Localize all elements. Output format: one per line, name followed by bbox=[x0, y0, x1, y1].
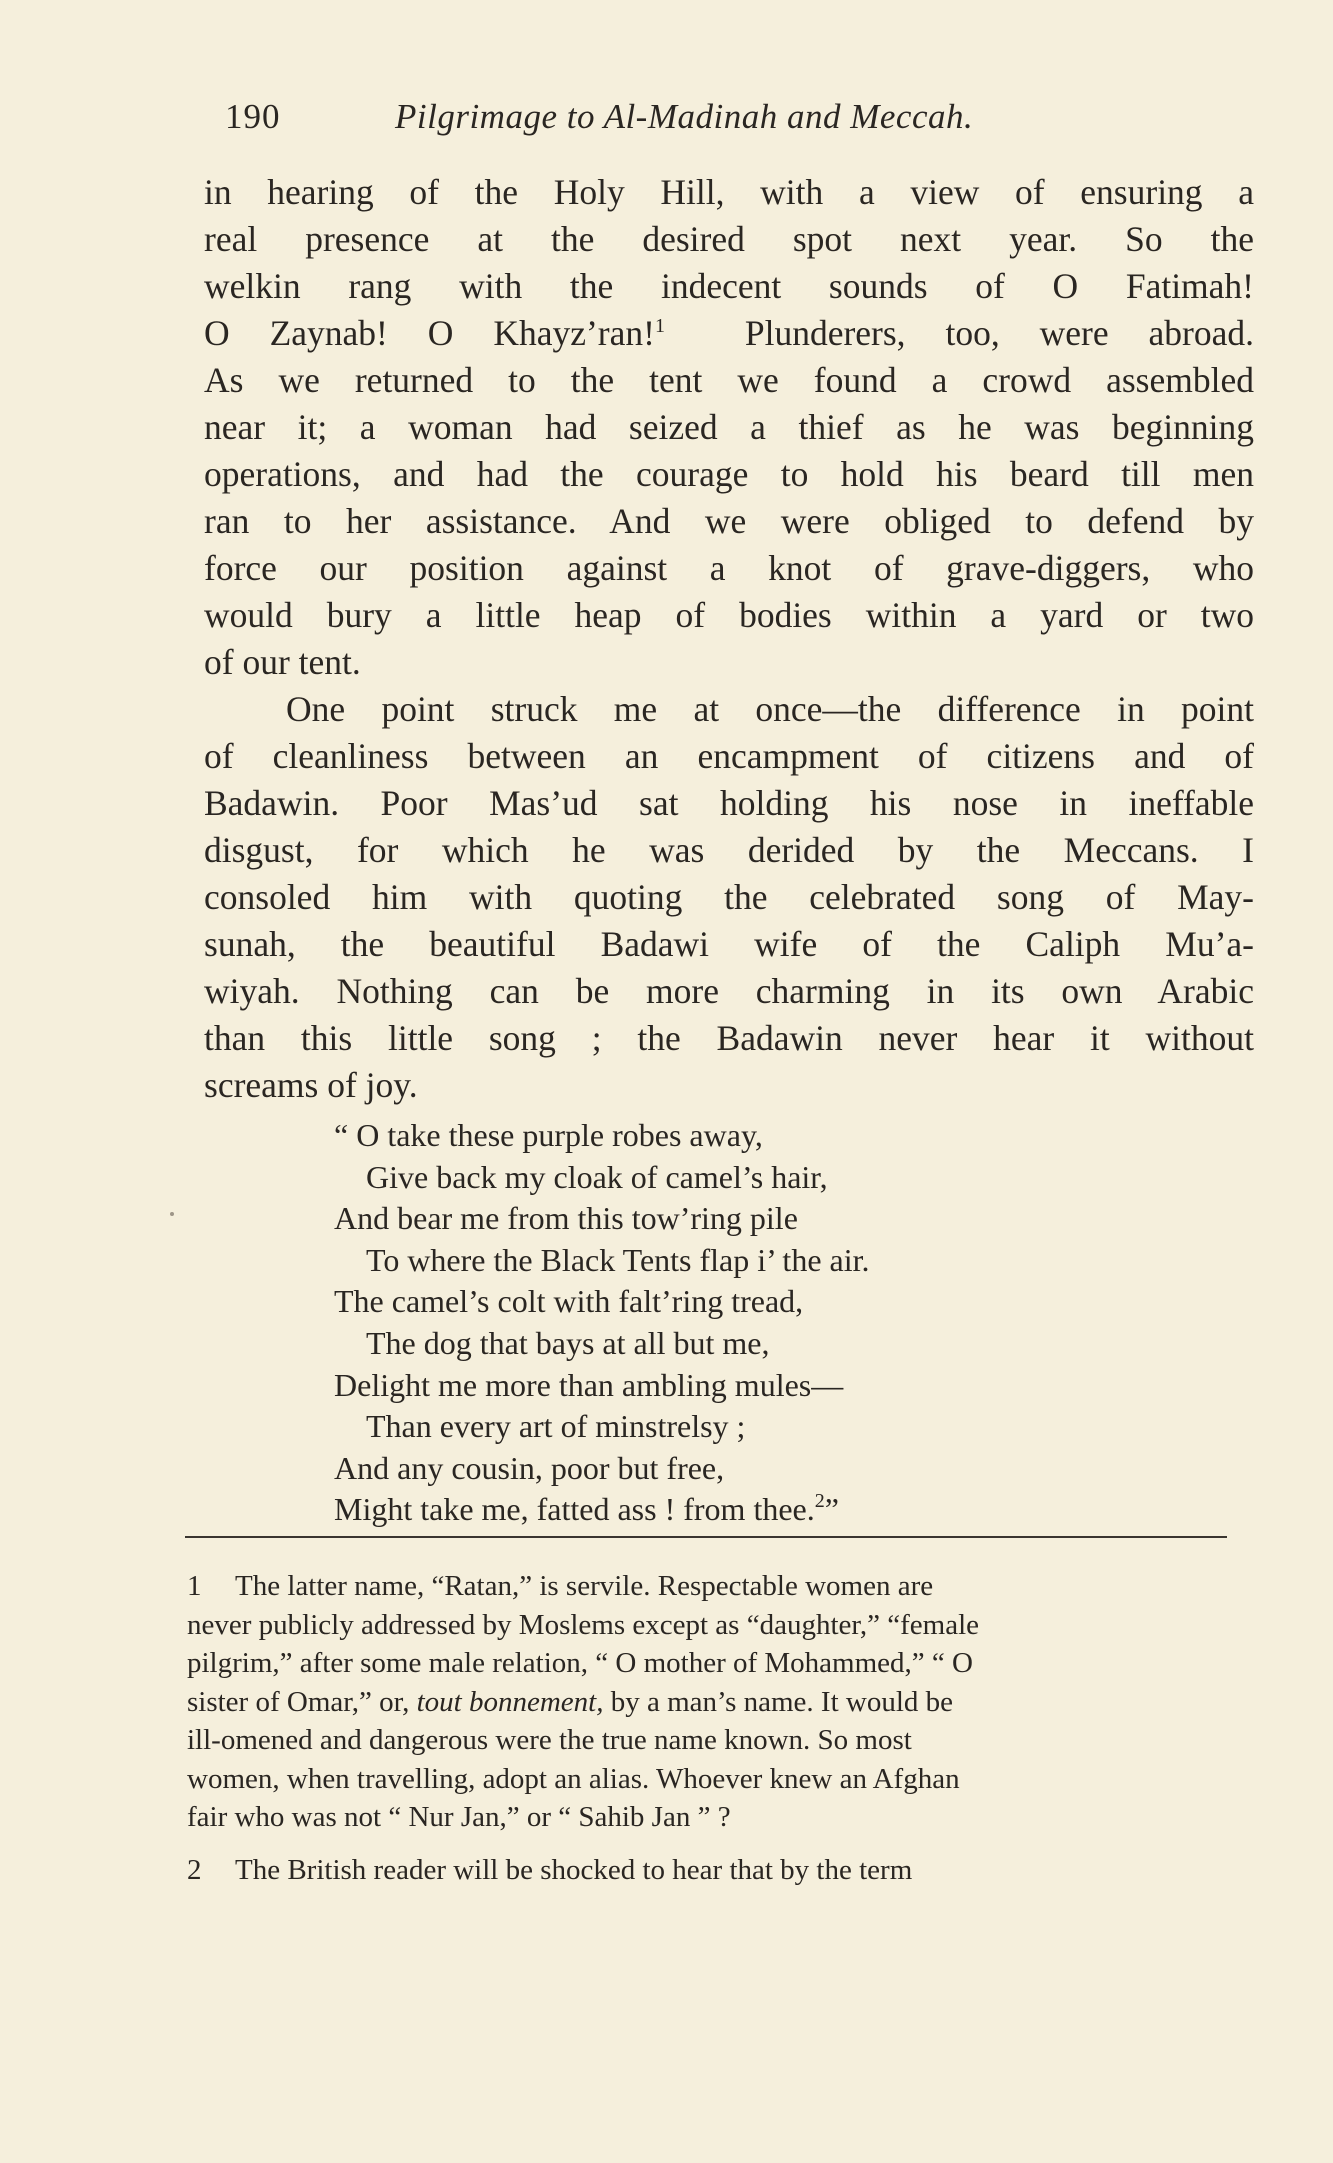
page-header bbox=[225, 92, 1085, 142]
poem-quotation bbox=[334, 1115, 1094, 1531]
text-fragment: Plunderers, too, were abroad. bbox=[744, 313, 1255, 353]
text-line: One point struck me at once—the difference in point bbox=[286, 689, 1254, 729]
text-line: than this little song ; the Badawin never hear it without bbox=[204, 1018, 1254, 1058]
text-line: As we returned to the tent we found a crowd assembled bbox=[204, 360, 1254, 400]
poem-line: To where the Black Tents flap i’ the air. bbox=[366, 1241, 870, 1278]
text-line: disgust, for which he was derided by the Meccans. I bbox=[204, 830, 1254, 870]
italic-phrase: tout bonnement, bbox=[416, 1685, 604, 1718]
poem-line: “ O take these purple robes away, bbox=[334, 1117, 763, 1153]
poem-line bbox=[334, 1489, 1094, 1531]
text-line: ran to her assistance. And we were obliged to defend by bbox=[204, 501, 1254, 541]
text-line: welkin rang with the indecent sounds of O Fatimah! bbox=[204, 266, 1254, 306]
poem-line: Delight me more than ambling mules— bbox=[334, 1366, 844, 1403]
footnote-line bbox=[187, 1567, 1225, 1606]
poem-line: And bear me from this tow’ring pile bbox=[334, 1200, 798, 1237]
page-speck bbox=[170, 1212, 174, 1216]
footnote-line: fair who was not “ Nur Jan,” or “ Sahib Jan ” ? bbox=[187, 1801, 731, 1833]
text-line: operations, and had the courage to hold his beard till men bbox=[204, 454, 1254, 494]
footnote-divider bbox=[185, 1536, 1227, 1538]
text-line: sunah, the beautiful Badawi wife of the Caliph Mu’a- bbox=[204, 924, 1254, 964]
closing-quote: ” bbox=[824, 1491, 839, 1528]
text-fragment: sister of Omar,” or, bbox=[187, 1685, 417, 1718]
footnote-line bbox=[187, 1683, 1225, 1722]
text-fragment: Might take me, fatted ass ! from thee. bbox=[334, 1491, 815, 1528]
footnote-line: women, when travelling, adopt an alias. Whoever knew an Afghan bbox=[187, 1762, 960, 1795]
text-line bbox=[204, 310, 1254, 357]
text-line: wiyah. Nothing can be more charming in its own Arabic bbox=[204, 971, 1254, 1011]
poem-line: Than every art of minstrelsy ; bbox=[366, 1408, 746, 1445]
main-text bbox=[204, 169, 1254, 1109]
poem-line: And any cousin, poor but free, bbox=[334, 1449, 725, 1486]
footnote-number: 1 bbox=[187, 1570, 202, 1602]
footnote-ref: 2 bbox=[814, 1490, 825, 1513]
footnote-1 bbox=[187, 1567, 1225, 1837]
text-line: screams of joy. bbox=[204, 1065, 418, 1105]
text-fragment: The latter name, “Ratan,” is servile. Respectable women are bbox=[235, 1570, 934, 1602]
footnote-number: 2 bbox=[187, 1853, 202, 1886]
text-line: real presence at the desired spot next year. So the bbox=[204, 219, 1254, 259]
text-line: force our position against a knot of grave-diggers, who bbox=[204, 548, 1254, 588]
text-line: near it; a woman had seized a thief as he was beginning bbox=[204, 407, 1254, 447]
paragraph bbox=[204, 686, 1254, 1109]
text-line: consoled him with quoting the celebrated song of May- bbox=[204, 877, 1254, 917]
footnote-line: never publicly addressed by Moslems except as “daughter,” “female bbox=[187, 1608, 980, 1641]
footnote-ref: 1 bbox=[654, 315, 665, 337]
footnote-2 bbox=[187, 1851, 1225, 1890]
poem-line: The dog that bays at all but me, bbox=[366, 1324, 770, 1361]
running-title: Pilgrimage to Al-Madinah and Meccah. bbox=[395, 97, 974, 136]
text-line: Badawin. Poor Mas’ud sat holding his nose in ineffable bbox=[204, 783, 1254, 823]
text-line: of our tent. bbox=[204, 642, 361, 682]
poem-line: The camel’s colt with falt’ring tread, bbox=[334, 1283, 804, 1320]
page-number: 190 bbox=[225, 97, 281, 136]
poem-line: Give back my cloak of camel’s hair, bbox=[366, 1158, 828, 1195]
text-line: of cleanliness between an encampment of citizens and of bbox=[204, 736, 1254, 776]
text-fragment: The British reader will be shocked to hear that by the term bbox=[235, 1853, 913, 1886]
text-fragment: O Zaynab! O Khayz’ran! bbox=[204, 313, 655, 353]
footnote-line: pilgrim,” after some male relation, “ O mother of Mohammed,” “ O bbox=[187, 1647, 973, 1679]
text-line: in hearing of the Holy Hill, with a view of ensuring a bbox=[204, 172, 1254, 212]
footnote-line: ill-omened and dangerous were the true name known. So most bbox=[187, 1724, 912, 1756]
text-fragment: by a man’s name. It would be bbox=[603, 1685, 953, 1718]
footnotes bbox=[187, 1567, 1225, 1889]
paragraph bbox=[204, 169, 1254, 686]
text-line: would bury a little heap of bodies within a yard or two bbox=[204, 595, 1254, 635]
footnote-line bbox=[187, 1851, 1225, 1890]
